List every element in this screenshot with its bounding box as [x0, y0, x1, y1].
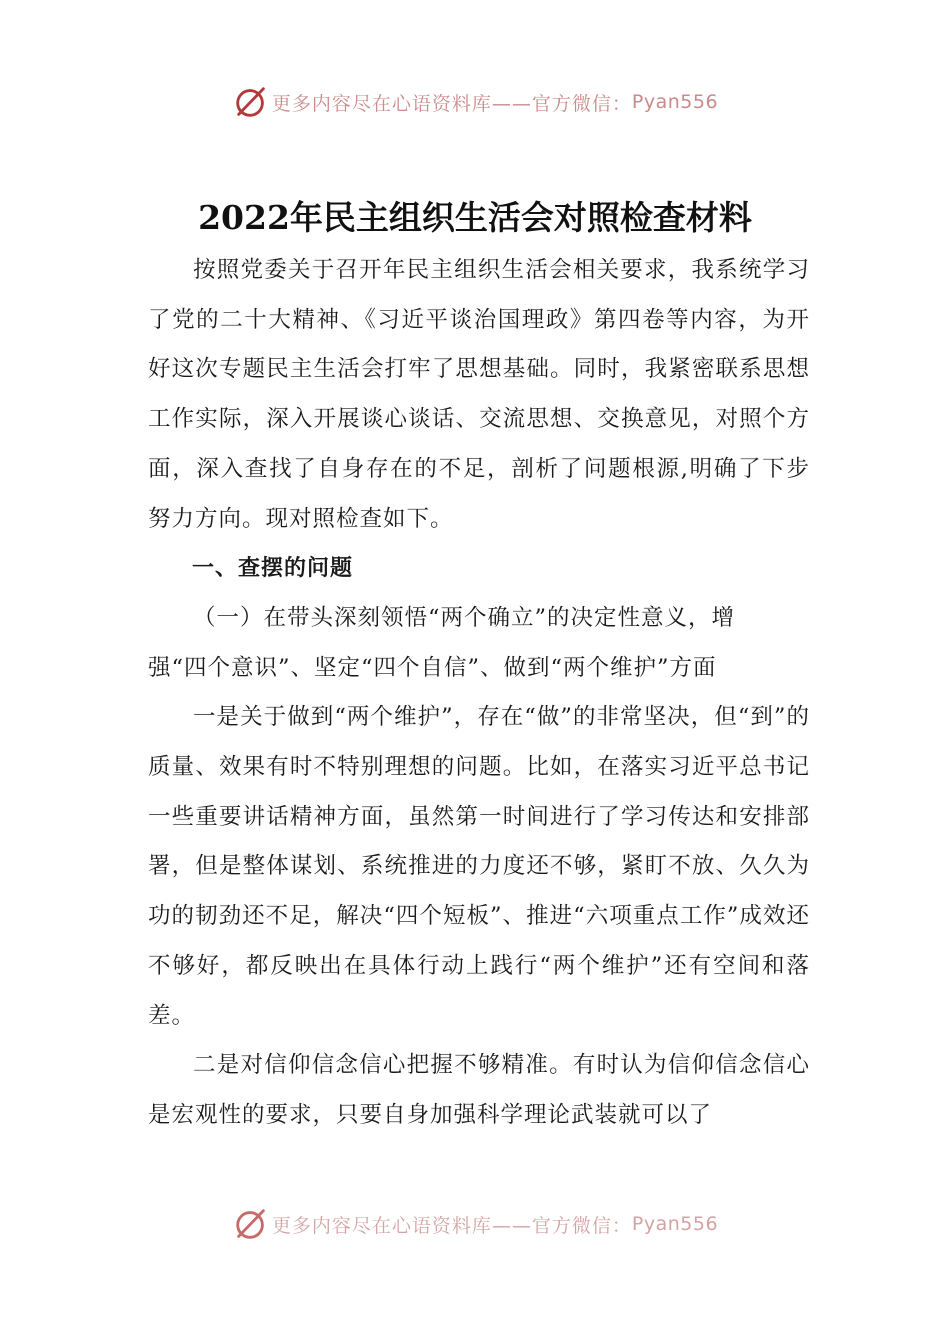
body-paragraph: 二是对信仰信念信心把握不够精准。有时认为信仰信念信心是宏观性的要求，只要自身加强科学理论武装就可以了: [148, 1052, 810, 1128]
header-banner-text: 更多内容尽在心语资料库——官方微信：: [271, 92, 632, 115]
quill-logo-icon: [232, 1205, 270, 1243]
subsection-heading: （一）在带头深刻领悟“两个确立”的决定性意义，增强“四个意识”、坚定“四个自信”、做到“两个维护”方面: [148, 604, 736, 681]
header-banner-handle: Pyan556: [631, 91, 719, 113]
document-title: 2022年民主组织生活会对照检查材料: [198, 198, 752, 237]
intro-paragraph: 按照党委关于召开年民主组织生活会相关要求，我系统学习了党的二十大精神、《习近平谈治国理政》第四卷等内容，为开好这次专题民主生活会打牢了思想基础。同时，我紧密联系思想工作实际，深入开展谈心谈话、交流思想、交换意见，对照个方面，深入查找了自身存在的不足，剖析了问题根源,明确了下步努力方向。现对照检查如下。: [148, 257, 810, 532]
footer-banner: [0, 1202, 950, 1246]
footer-banner-text: 更多内容尽在心语资料库——官方微信：: [271, 1214, 632, 1237]
header-banner: [0, 80, 950, 124]
quill-logo-icon: [232, 83, 270, 121]
footer-banner-handle: Pyan556: [631, 1213, 719, 1235]
section-heading: 一、查摆的问题: [192, 556, 354, 582]
body-paragraph: 一是关于做到“两个维护”，存在“做”的非常坚决，但“到”的质量、效果有时不特别理想的问题。比如，在落实习近平总书记一些重要讲话精神方面，虽然第一时间进行了学习传达和安排部署，但是整体谋划、系统推进的力度还不够，紧盯不放、久久为功的韧劲还不足，解决“四个短板”、推进“六项重点工作”成效还不够好，都反映出在具体行动上践行“两个维护”还有空间和落差。: [148, 704, 810, 1029]
document-body: [148, 246, 810, 1141]
